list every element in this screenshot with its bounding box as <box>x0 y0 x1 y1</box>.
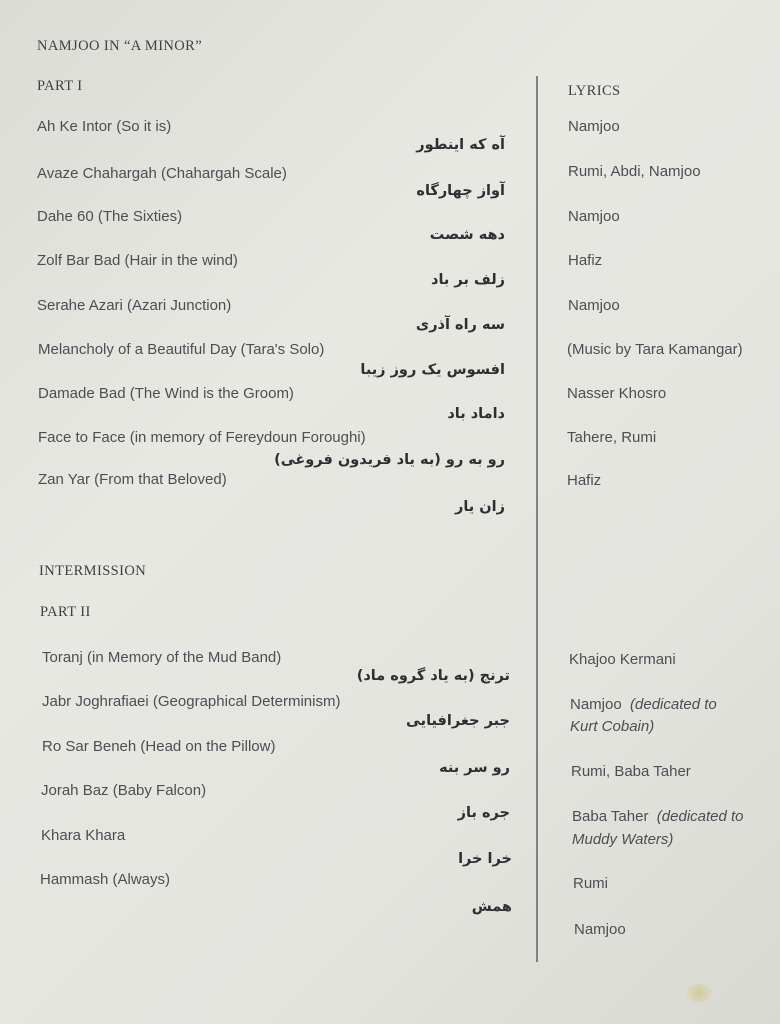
intermission-heading: INTERMISSION <box>39 563 147 579</box>
song-title: Hammash (Always) <box>40 871 171 888</box>
lyricist-note: Kurt Cobain) <box>570 718 655 735</box>
song-farsi-title: خرا خرا <box>458 851 512 867</box>
song-lyricist: Khajoo Kermani <box>569 651 676 668</box>
lyricist-note: (dedicated to <box>656 808 744 825</box>
song-title: Jabr Joghrafiaei (Geographical Determinism) <box>42 693 341 710</box>
song-lyricist: Nasser Khosro <box>567 385 667 402</box>
song-farsi-title: جره باز <box>457 805 510 821</box>
part2-heading: PART II <box>40 604 91 620</box>
song-lyricist: Namjoo (dedicated to <box>570 696 717 713</box>
song-farsi-title: سه راه آذری <box>415 317 505 333</box>
song-lyricist: Namjoo <box>568 118 620 135</box>
song-title: Ro Sar Beneh (Head on the Pillow) <box>42 738 276 755</box>
lyrics-heading: LYRICS <box>568 83 621 99</box>
song-title: Zolf Bar Bad (Hair in the wind) <box>37 252 238 269</box>
song-farsi-title: جبر جغرافیایی <box>405 713 510 729</box>
song-lyricist: (Music by Tara Kamangar) <box>567 341 743 358</box>
song-farsi-title: همش <box>471 899 512 915</box>
song-lyricist: Rumi, Baba Taher <box>571 763 691 780</box>
song-farsi-title: آواز چهارگاه <box>416 183 505 199</box>
song-farsi-title: آه که اینطور <box>416 137 505 153</box>
song-title: Melancholy of a Beautiful Day (Tara's Solo) <box>38 341 325 358</box>
song-farsi-title: زلف بر باد <box>431 272 505 288</box>
song-title: Avaze Chahargah (Chahargah Scale) <box>37 165 287 182</box>
song-lyricist: Rumi, Abdi, Namjoo <box>568 163 701 180</box>
song-lyricist: Baba Taher (dedicated to <box>572 808 744 825</box>
song-title: Khara Khara <box>41 827 126 844</box>
song-lyricist: Hafiz <box>567 472 602 489</box>
song-title: Serahe Azari (Azari Junction) <box>37 297 232 314</box>
lyricist-note: (dedicated to <box>630 696 717 713</box>
song-title: Dahe 60 (The Sixties) <box>37 208 183 225</box>
song-lyricist: Namjoo <box>568 297 620 314</box>
page-title: NAMJOO IN “A MINOR” <box>37 38 203 54</box>
song-lyricist: Rumi <box>573 875 609 892</box>
lyricist-note: Muddy Waters) <box>572 831 674 848</box>
column-divider <box>536 76 538 962</box>
song-farsi-title: رو سر بنه <box>439 760 510 776</box>
song-title: Toranj (in Memory of the Mud Band) <box>42 649 282 666</box>
song-farsi-title: ترنج (به یاد گروه ماد) <box>356 668 510 684</box>
song-title: Face to Face (in memory of Fereydoun Foroughi) <box>38 429 366 446</box>
song-title: Jorah Baz (Baby Falcon) <box>41 782 207 799</box>
paper-stain <box>686 984 712 1002</box>
song-farsi-title: داماد باد <box>447 406 505 422</box>
song-lyricist: Namjoo <box>568 208 620 225</box>
song-farsi-title: دهه شصت <box>429 227 505 243</box>
song-lyricist: Hafiz <box>568 252 603 269</box>
song-title: Zan Yar (From that Beloved) <box>38 471 227 488</box>
song-farsi-title: زان یار <box>455 499 505 515</box>
part1-heading: PART I <box>37 78 83 94</box>
song-title: Damade Bad (The Wind is the Groom) <box>38 385 294 402</box>
song-farsi-title: رو به رو (به یاد فریدون فروغی) <box>274 452 505 468</box>
song-lyricist: Namjoo <box>574 921 626 938</box>
song-title: Ah Ke Intor (So it is) <box>37 118 172 135</box>
song-lyricist: Tahere, Rumi <box>567 429 657 446</box>
song-farsi-title: افسوس یک روز زیبا <box>360 362 505 378</box>
